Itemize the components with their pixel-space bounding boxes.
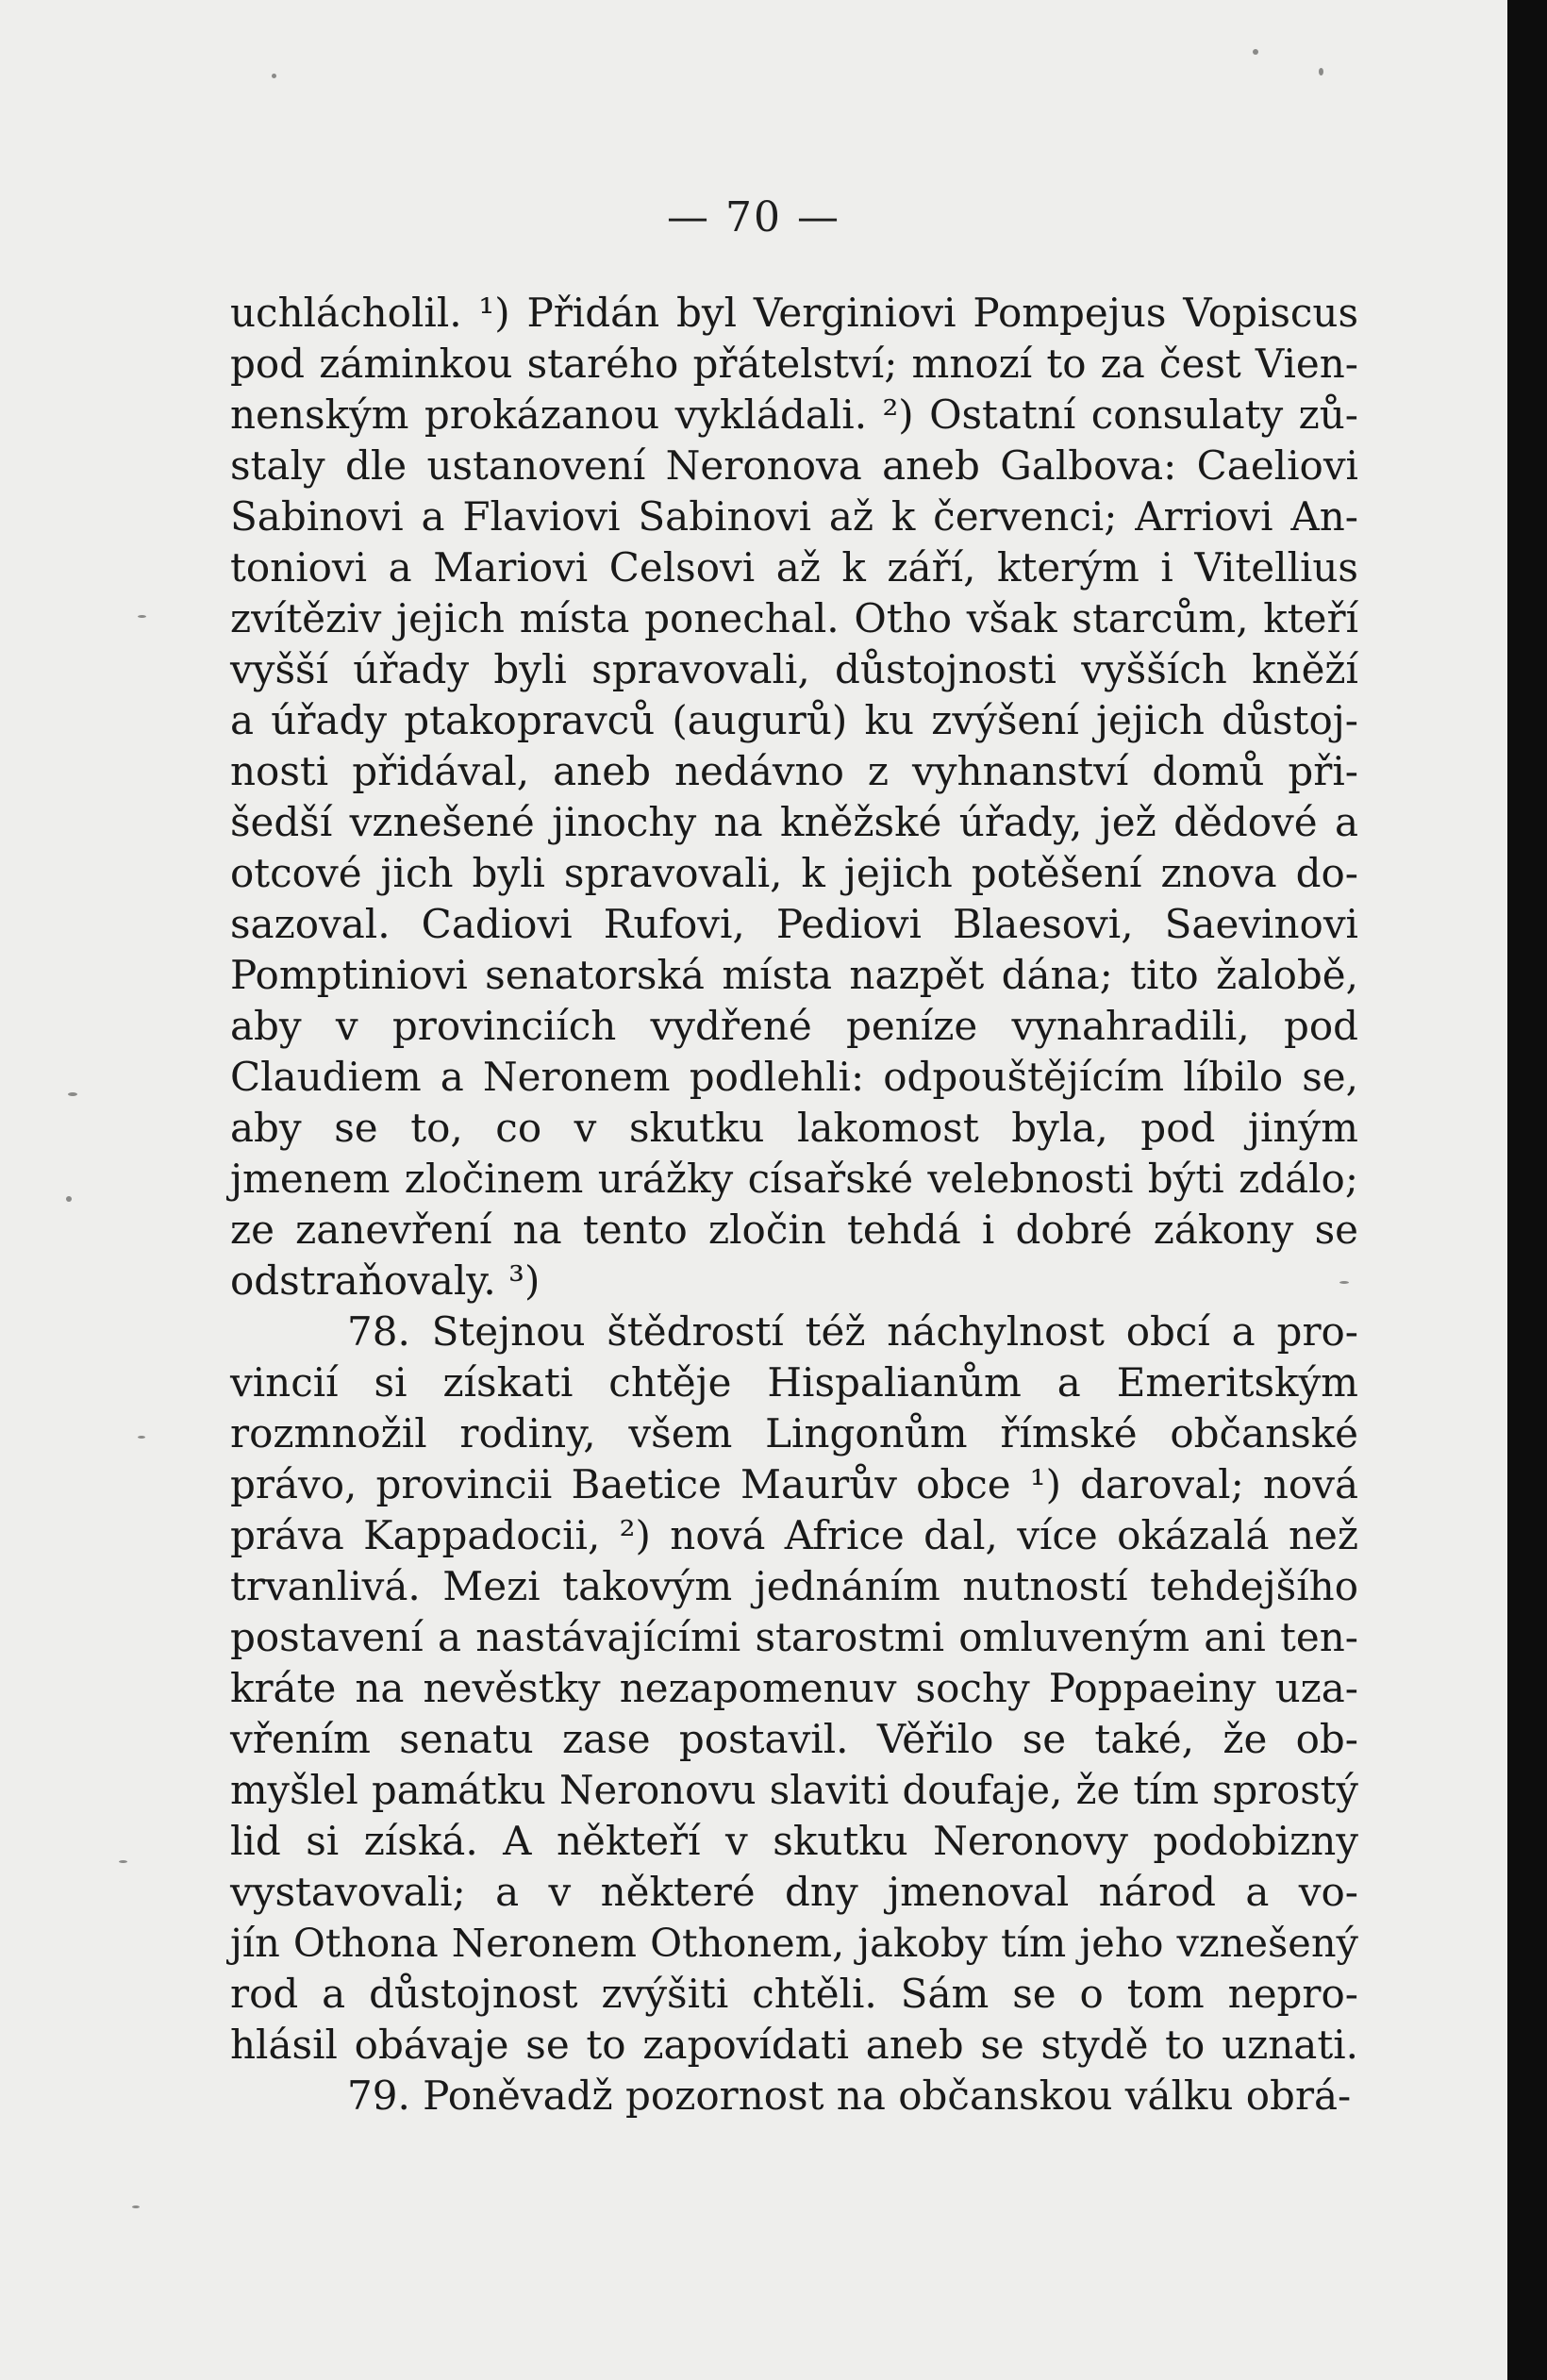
dark-page-edge [1507,0,1547,2380]
text-line: jín Othona Neronem Othonem, jakoby tím jeho vznešený [230,1920,1358,1966]
text-line: staly dle ustanovení Neronova aneb Galbova: Caeliovi [230,442,1358,489]
text-line: toniovi a Mariovi Celsovi až k září, kterým i Vitellius [230,544,1358,591]
text-line: Claudiem a Neronem podlehli: odpouštějícím líbilo se, [230,1054,1358,1100]
text-line: vřením senatu zase postavil. Věřilo se také, že ob- [230,1716,1358,1762]
paper-speck [1339,1281,1349,1284]
text-line: pod záminkou starého přátelství; mnozí to za čest Vien- [230,341,1358,387]
text-line: vincií si získati chtěje Hispalianům a Emeritským [230,1359,1358,1406]
paper-speck [68,1092,77,1096]
text-line: zvítěziv jejich místa ponechal. Otho však starcům, kteří [230,595,1358,641]
text-line: právo, provincii Baetice Maurův obce ¹) daroval; nová [230,1461,1358,1507]
text-line: nosti přidával, aneb nedávno z vyhnanství domů při- [230,748,1358,794]
text-line: uchlácholil. ¹) Přidán byl Verginiovi Pompejus Vopiscus [230,290,1358,336]
text-line: odstraňovaly. ³) [230,1257,541,1304]
text-line: šedší vznešené jinochy na kněžské úřady, jež dědové a [230,799,1358,845]
text-line: a úřady ptakopravců (augurů) ku zvýšení jejich důstoj- [230,697,1358,743]
body-text [230,288,1358,2122]
text-line: aby se to, co v skutku lakomost byla, pod jiným [230,1105,1358,1151]
text-line: rod a důstojnost zvýšiti chtěli. Sám se o tom nepro- [230,1971,1358,2017]
text-line: kráte na nevěstky nezapomenuv sochy Poppaeiny uza- [230,1665,1358,1711]
text-line: lid si získá. A někteří v skutku Neronovy podobizny [230,1818,1358,1864]
text-line: trvanlivá. Mezi takovým jednáním nutností tehdejšího [230,1563,1358,1609]
paragraph-start-line: 79. Poněvadž pozornost na občanskou válku obrá- [347,2072,1352,2119]
text-line: sazoval. Cadiovi Rufovi, Pediovi Blaesovi, Saevinovi [230,901,1358,947]
text-line: Pomptiniovi senatorská místa nazpět dána; tito žalobě, [230,952,1358,998]
text-line: rozmnožil rodiny, všem Lingonům římské občanské [230,1410,1358,1456]
text-line: práva Kappadocii, ²) nová Africe dal, více okázalá než [230,1512,1358,1558]
text-line: myšlel památku Neronovu slaviti doufaje, že tím sprostý [230,1767,1358,1813]
paper-speck [132,2205,140,2208]
paper-speck [138,615,146,618]
paper-speck [272,74,276,78]
paper-speck [66,1196,72,1202]
text-line: nenským prokázanou vykládali. ²) Ostatní consulaty zů- [230,391,1358,438]
text-line: vystavovali; a v některé dny jmenoval národ a vo- [230,1869,1358,1915]
paragraph-start-line: 78. Stejnou štědrostí též náchylnost obcí a pro- [347,1308,1358,1355]
paper-speck [1319,68,1323,75]
paper-speck [1253,49,1258,55]
text-line: ze zanevření na tento zločin tehdá i dobré zákony se [230,1207,1358,1253]
paper-speck [138,1436,145,1439]
text-line: hlásil obávaje se to zapovídati aneb se stydě to uznati. [230,2022,1358,2068]
page-number: — 70 — [667,193,840,241]
text-line: aby v provinciích vydřené peníze vynahradili, pod [230,1003,1358,1049]
text-line: otcové jich byli spravovali, k jejich potěšení znova do- [230,850,1358,896]
text-line: Sabinovi a Flaviovi Sabinovi až k červenci; Arriovi An- [230,493,1358,540]
text-line: jmenem zločinem urážky císařské velebnosti býti zdálo; [230,1156,1358,1202]
text-line: postavení a nastávajícími starostmi omluveným ani ten- [230,1614,1358,1660]
paper-speck [119,1860,127,1863]
text-line: vyšší úřady byli spravovali, důstojnosti vyšších kněží [230,646,1358,692]
